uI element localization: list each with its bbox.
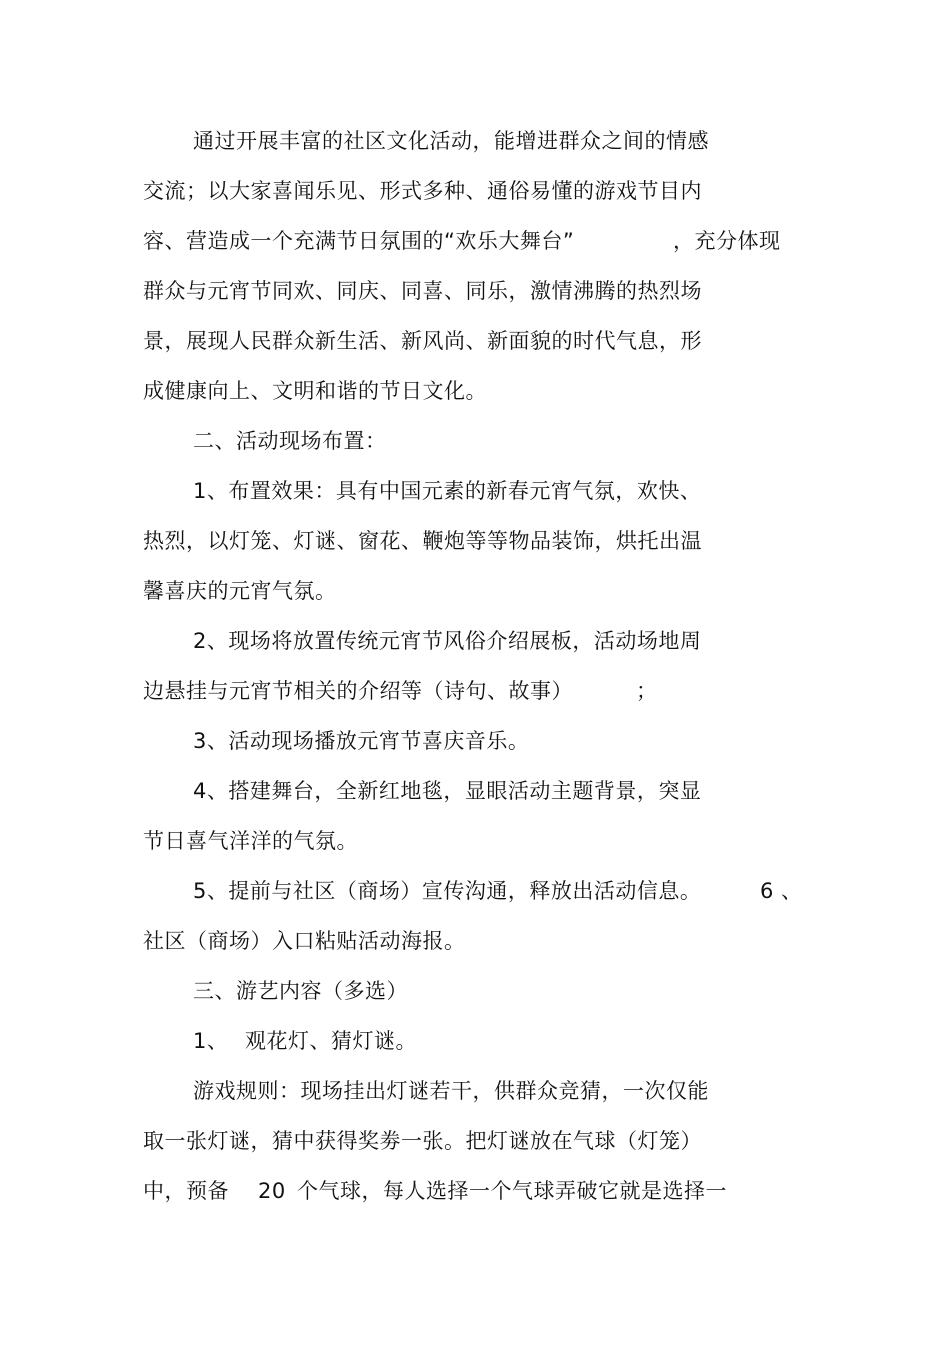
text-line: 观花灯、猜灯谜。: [245, 1029, 417, 1053]
text-line: 1、: [193, 1029, 229, 1053]
text-line: 中，预备: [143, 1179, 229, 1203]
text-line: 热烈，以灯笼、灯谜、窗花、鞭炮等等物品装饰，烘托出温: [143, 529, 702, 553]
text-line: 6 、: [760, 879, 803, 903]
text-line: 游戏规则：现场挂出灯谜若干，供群众竞猜，一次仅能: [193, 1079, 709, 1103]
text-line: 交流；以大家喜闻乐见、形式多种、通俗易懂的游戏节目内: [143, 179, 702, 203]
text-line: 2、现场将放置传统元宵节风俗介绍展板，活动场地周: [193, 629, 702, 653]
text-line: 节日喜气洋洋的气氛。: [143, 829, 358, 853]
text-line: 社区（商场）入口粘贴活动海报。: [143, 929, 466, 953]
text-line: ；: [636, 679, 658, 703]
text-line: 景，展现人民群众新生活、新风尚、新面貌的时代气息，形: [143, 329, 702, 353]
text-line: 通过开展丰富的社区文化活动，能增进群众之间的情感: [193, 129, 709, 153]
text-line: 馨喜庆的元宵气氛。: [143, 579, 337, 603]
text-line: 个气球，每人选择一个气球弄破它就是选择一: [297, 1179, 727, 1203]
text-line: 成健康向上、文明和谐的节日文化。: [143, 379, 487, 403]
section-heading: 二、活动现场布置：: [193, 429, 387, 453]
section-heading: 三、游艺内容（多选）: [193, 979, 408, 1003]
text-line: 群众与元宵节同欢、同庆、同喜、同乐，激情沸腾的热烈场: [143, 279, 702, 303]
text-line: 4、搭建舞台，全新红地毯，显眼活动主题背景，突显: [193, 779, 702, 803]
text-line: ，充分体现: [673, 229, 781, 253]
text-line: 20: [258, 1179, 286, 1203]
text-line: 5、提前与社区（商场）宣传沟通，释放出活动信息。: [193, 879, 702, 903]
text-line: 容、营造成一个充满节日氛围的“欢乐大舞台”: [143, 229, 575, 253]
text-line: 取一张灯谜，猜中获得奖劵一张。把灯谜放在气球（灯笼）: [143, 1129, 702, 1153]
text-line: 边悬挂与元宵节相关的介绍等（诗句、故事）: [143, 679, 573, 703]
text-line: 1、布置效果：具有中国元素的新春元宵气氛，欢快、: [193, 479, 702, 503]
text-line: 3、活动现场播放元宵节喜庆音乐。: [193, 729, 530, 753]
